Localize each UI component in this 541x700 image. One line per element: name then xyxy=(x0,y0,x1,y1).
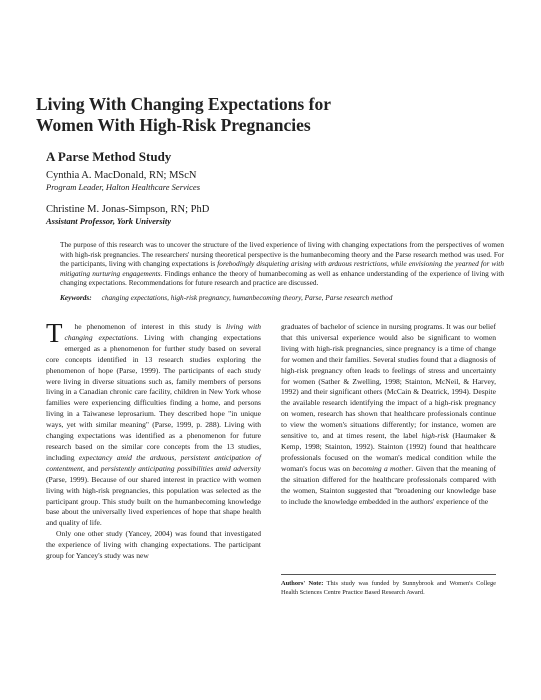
footnote-divider xyxy=(281,574,496,575)
body-paragraph xyxy=(46,318,262,529)
body-italic: expectancy amid the arduous, persistent anticipation of contentment, xyxy=(46,452,261,473)
body-text: graduates of bachelor of science in nursing programs. It was our belief that this universal experience would also be significant to women living with high-risk pregnancies, since pregnancy is a time of change for women and their families. Several studies found that a diagnosis of high-risk pregnancy often leads to feelings of stress and uncertainty for women (Sather & Zwelling, 1998; Stainton, McNeil, & Harvey, 1992) and their significant others (McCain & Deatrick, 1994). Despite the available research identifying the impact of a high-risk pregnancy on women, research has shown that healthcare professionals continue to view the women's situations differently; for instance, women are sensitive to, and at times resent, the label xyxy=(281,322,496,441)
author-name: Christine M. Jonas-Simpson, RN; PhD xyxy=(46,204,210,215)
abstract xyxy=(60,240,504,288)
body-text: . Given that the meaning of the situation differed for the healthcare professionals compared with the women, Stainton suggested that "broadening our knowledge base to include the knowledge embedded in the authors' experience of the xyxy=(281,463,496,506)
article-title xyxy=(36,94,476,136)
abstract-text: Findings enhance the theory of humanbecoming as well as enhance understanding of the experience of living with changing expectations. Recommendations for future research and practice are discussed. xyxy=(60,268,504,288)
drop-cap: T xyxy=(46,318,63,348)
authors-note xyxy=(281,580,496,597)
keywords xyxy=(60,293,504,303)
keywords-list: changing expectations, high-risk pregnancy, humanbecoming theory, Parse, Parse research method xyxy=(101,293,393,302)
author-name: Cynthia A. MacDonald, RN; MScN xyxy=(46,170,197,181)
authors-note-label: Authors' Note: xyxy=(281,580,324,587)
body-italic: high-risk xyxy=(421,431,449,441)
authors-note-text: This study was funded by Sunnybrook and Women's College Health Sciences Centre Practice Based Research Award. xyxy=(281,580,496,596)
author-block-2 xyxy=(46,204,209,227)
body-text: (Haumaker & Kemp, 1998; Stainton, 1992). Stainton (1992) found that healthcare professionals focused on the woman's medical condition while the woman's focus was on xyxy=(281,431,496,473)
body-text: . Living with changing expectations emerged as a phenomenon for further study based on several core concepts identified in 13 research studies exploring the phenomenon of hope (Parse, 1999). The participants of each study were living in diverse situations such as, family members of persons living in a Canadian chronic care facility, children in New York whose families were experiencing difficulties finding a home, and persons living in a Taiwanese leprosarium. They described hope "in unique ways, yet with similar meaning" (Parse, 1999, p. 288). Living with changing expectations was identified as a phenomenon for future research based on the similar core concepts from the 13 studies, including xyxy=(46,332,261,462)
author-affiliation: Program Leader, Halton Healthcare Services xyxy=(46,182,200,192)
body-text: he phenomenon of interest in this study is xyxy=(74,322,226,331)
body-text: and xyxy=(84,463,101,473)
abstract-text: The purpose of this research was to uncover the structure of the lived experience of living with changing expectations from the perspectives of women with high-risk pregnancies. The researchers' nursing theoretical perspective is the humanbecoming theory and the Parse research method was used. For the participants, living with changing expectations is xyxy=(60,240,504,269)
body-column-right xyxy=(281,322,496,507)
article-subtitle: A Parse Method Study xyxy=(46,149,172,164)
article-title-line-2: Women With High-Risk Pregnancies xyxy=(36,115,311,135)
author-affiliation: Assistant Professor, York University xyxy=(46,216,172,226)
body-paragraph: Only one other study (Yancey, 2004) was found that investigated the experience of living with changing expectations. The participant group for Yancey's study was new xyxy=(46,529,261,561)
author-block-1 xyxy=(46,170,200,193)
body-column-left xyxy=(46,318,262,562)
body-italic: persistently anticipating possibilities amid adversity xyxy=(100,463,262,473)
body-italic: living with changing expectations xyxy=(64,322,261,342)
keywords-label: Keywords: xyxy=(60,293,92,302)
abstract-finding: forebodingly disquieting arising with arduous restrictions, while envisioning the yearned for with mitigating nurturing engagements. xyxy=(60,259,504,278)
body-text: (Parse, 1999). Because of our shared interest in practice with women living with high-risk pregnancies, this population was selected as the participant group. This study built on the humanbecoming knowledge base about the universally lived experiences of hope that shape health and quality of life. xyxy=(46,474,261,528)
article-title-line-1: Living With Changing Expectations for xyxy=(36,94,331,114)
body-paragraph xyxy=(281,322,496,507)
body-italic: becoming a mother xyxy=(352,463,412,473)
